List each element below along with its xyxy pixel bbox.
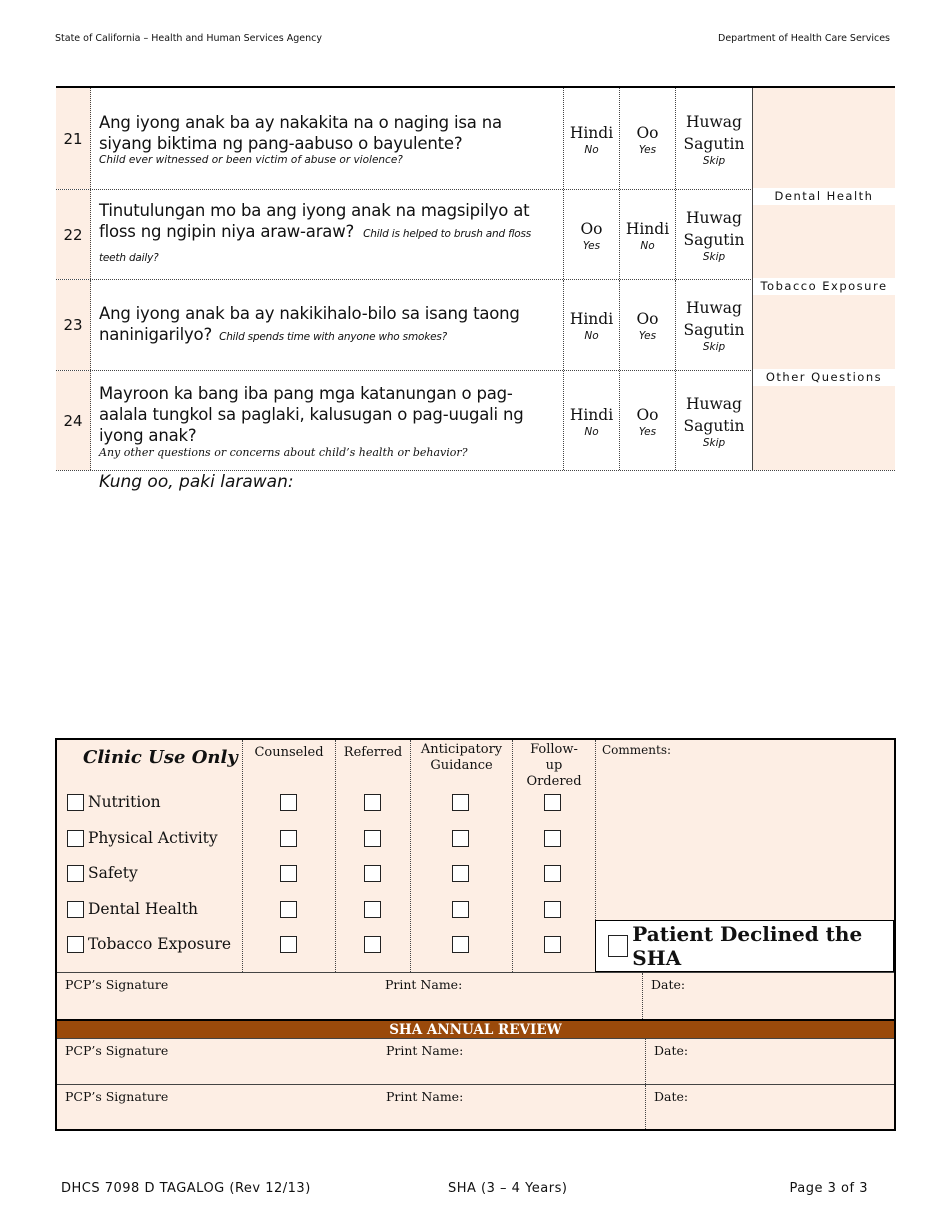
column-anticipatory-guidance bbox=[411, 740, 513, 972]
checkbox[interactable] bbox=[452, 901, 469, 918]
answer-option-skip[interactable]: Huwag Sagutin Skip bbox=[676, 190, 753, 279]
checkbox[interactable] bbox=[67, 936, 84, 953]
footer-form-id: DHCS 7098 D TAGALOG (Rev 12/13) bbox=[61, 1181, 311, 1196]
column-header-counseled: Counseled bbox=[254, 745, 324, 760]
pcp-signature-label: PCP’s Signature bbox=[65, 1043, 169, 1058]
checkbox[interactable] bbox=[544, 830, 561, 847]
checkbox[interactable] bbox=[364, 901, 381, 918]
question-english: Child spends time with anyone who smokes? bbox=[219, 330, 447, 343]
comments-field[interactable] bbox=[595, 740, 894, 920]
question-number: 23 bbox=[56, 280, 91, 370]
divider bbox=[642, 973, 643, 1019]
date-label: Date: bbox=[654, 1089, 689, 1104]
question-number: 22 bbox=[56, 190, 91, 279]
question-tagalog: Ang iyong anak ba ay nakakita na o naging isa na siyang biktima ng pang-aabuso o bayulente? bbox=[99, 112, 502, 153]
answer-option-no[interactable]: Hindi No bbox=[564, 371, 620, 470]
annual-review-header: SHA ANNUAL REVIEW bbox=[57, 1019, 894, 1038]
question-row-21 bbox=[56, 88, 895, 190]
checkbox[interactable] bbox=[67, 794, 84, 811]
question-tagalog: Mayroon ka bang iba pang mga katanungan o pag-aalala tungkol sa paglaki, kalusugan o pag-uugali ng iyong anak? bbox=[99, 383, 524, 445]
footer-page-number: Page 3 of 3 bbox=[789, 1181, 868, 1196]
answer-option-skip[interactable]: Huwag Sagutin Skip bbox=[676, 88, 753, 189]
section-side-panel bbox=[753, 190, 895, 279]
question-row-24 bbox=[56, 371, 895, 471]
print-name-label: Print Name: bbox=[385, 977, 463, 992]
checkbox[interactable] bbox=[544, 901, 561, 918]
pcp-signature-row bbox=[57, 972, 894, 1019]
checkbox[interactable] bbox=[544, 794, 561, 811]
column-header-anticipatory-guidance: Anticipatory Guidance bbox=[420, 742, 503, 773]
header-department: Department of Health Care Services bbox=[718, 33, 890, 44]
answer-option-skip[interactable]: Huwag Sagutin Skip bbox=[676, 371, 753, 470]
question-text bbox=[91, 371, 564, 470]
column-counseled bbox=[243, 740, 336, 972]
declined-label: Patient Declined the SHA bbox=[632, 922, 863, 970]
section-label-dental-health: Dental Health bbox=[753, 188, 895, 205]
question-row-22 bbox=[56, 190, 895, 280]
checkbox[interactable] bbox=[364, 794, 381, 811]
checkbox[interactable] bbox=[452, 830, 469, 847]
section-label-tobacco-exposure: Tobacco Exposure bbox=[753, 278, 895, 295]
header-agency: State of California – Health and Human Services Agency bbox=[55, 33, 322, 44]
annual-review-row bbox=[57, 1084, 894, 1129]
checkbox[interactable] bbox=[364, 830, 381, 847]
checkbox[interactable] bbox=[280, 936, 297, 953]
answer-option-no[interactable]: Hindi No bbox=[564, 280, 620, 370]
checkbox[interactable] bbox=[280, 865, 297, 882]
question-english: Child ever witnessed or been victim of abuse or violence? bbox=[99, 153, 403, 166]
checkbox[interactable] bbox=[280, 830, 297, 847]
declined-checkbox[interactable] bbox=[608, 935, 628, 957]
answer-option-yes[interactable]: Oo Yes bbox=[620, 280, 676, 370]
column-referred bbox=[336, 740, 411, 972]
checkbox[interactable] bbox=[364, 936, 381, 953]
question-text bbox=[91, 88, 564, 189]
pcp-signature-label: PCP’s Signature bbox=[65, 977, 169, 992]
checkbox[interactable] bbox=[452, 865, 469, 882]
section-side-panel bbox=[753, 371, 895, 470]
checkbox[interactable] bbox=[67, 865, 84, 882]
section-label-other-questions: Other Questions bbox=[753, 369, 895, 386]
checkbox[interactable] bbox=[452, 936, 469, 953]
section-side-panel bbox=[753, 88, 895, 189]
checkbox[interactable] bbox=[452, 794, 469, 811]
answer-option-skip[interactable]: Huwag Sagutin Skip bbox=[676, 280, 753, 370]
print-name-label: Print Name: bbox=[386, 1089, 464, 1104]
answer-option-yes[interactable]: Oo Yes bbox=[620, 88, 676, 189]
divider bbox=[645, 1039, 646, 1084]
footer-form-title: SHA (3 – 4 Years) bbox=[448, 1181, 568, 1196]
comments-label: Comments: bbox=[602, 743, 672, 757]
answer-option-no[interactable]: Hindi No bbox=[620, 190, 676, 279]
clinic-use-section bbox=[55, 738, 896, 1131]
question-text bbox=[91, 190, 564, 279]
question-english: Child is helped to brush and floss teeth daily? bbox=[99, 228, 532, 264]
checkbox[interactable] bbox=[67, 901, 84, 918]
question-number: 21 bbox=[56, 88, 91, 189]
clinic-grid bbox=[57, 740, 596, 972]
question-tagalog: Tinutulungan mo ba ang iyong anak na magsipilyo at floss ng ngipin niya araw-araw? Child is helped to brush and floss teeth daily? bbox=[99, 201, 532, 264]
topic-nutrition[interactable]: Nutrition bbox=[67, 793, 161, 811]
clinic-title: Clinic Use Only bbox=[83, 747, 238, 768]
topic-tobacco-exposure[interactable]: Tobacco Exposure bbox=[67, 935, 231, 953]
topic-safety[interactable]: Safety bbox=[67, 864, 138, 882]
question-english: Any other questions or concerns about child’s health or behavior? bbox=[99, 445, 468, 459]
checkbox[interactable] bbox=[280, 901, 297, 918]
column-header-follow-up-ordered: Follow-up Ordered bbox=[526, 742, 582, 789]
checkbox[interactable] bbox=[544, 865, 561, 882]
section-side-panel bbox=[753, 280, 895, 370]
question-text bbox=[91, 280, 564, 370]
pcp-signature-label: PCP’s Signature bbox=[65, 1089, 169, 1104]
describe-prompt: Kung oo, paki larawan: bbox=[99, 472, 294, 492]
date-label: Date: bbox=[654, 1043, 689, 1058]
answer-option-yes[interactable]: Oo Yes bbox=[620, 371, 676, 470]
topic-physical-activity[interactable]: Physical Activity bbox=[67, 829, 218, 847]
column-follow-up-ordered bbox=[513, 740, 595, 972]
question-row-23 bbox=[56, 280, 895, 371]
checkbox[interactable] bbox=[67, 830, 84, 847]
patient-declined-box[interactable] bbox=[595, 920, 894, 972]
clinic-topics-column bbox=[57, 740, 243, 972]
checkbox[interactable] bbox=[280, 794, 297, 811]
checkbox[interactable] bbox=[544, 936, 561, 953]
topic-dental-health[interactable]: Dental Health bbox=[67, 900, 198, 918]
divider bbox=[645, 1085, 646, 1129]
question-number: 24 bbox=[56, 371, 91, 470]
answer-option-yes[interactable]: Oo Yes bbox=[564, 190, 620, 279]
annual-review-row bbox=[57, 1038, 894, 1084]
question-tagalog: Ang iyong anak ba ay nakikihalo-bilo sa isang taong naninigarilyo? Child spends time with anyone who smokes? bbox=[99, 303, 520, 344]
questions-table bbox=[56, 86, 895, 471]
answer-option-no[interactable]: Hindi No bbox=[564, 88, 620, 189]
checkbox[interactable] bbox=[364, 865, 381, 882]
column-header-referred: Referred bbox=[343, 745, 403, 760]
print-name-label: Print Name: bbox=[386, 1043, 464, 1058]
date-label: Date: bbox=[651, 977, 686, 992]
